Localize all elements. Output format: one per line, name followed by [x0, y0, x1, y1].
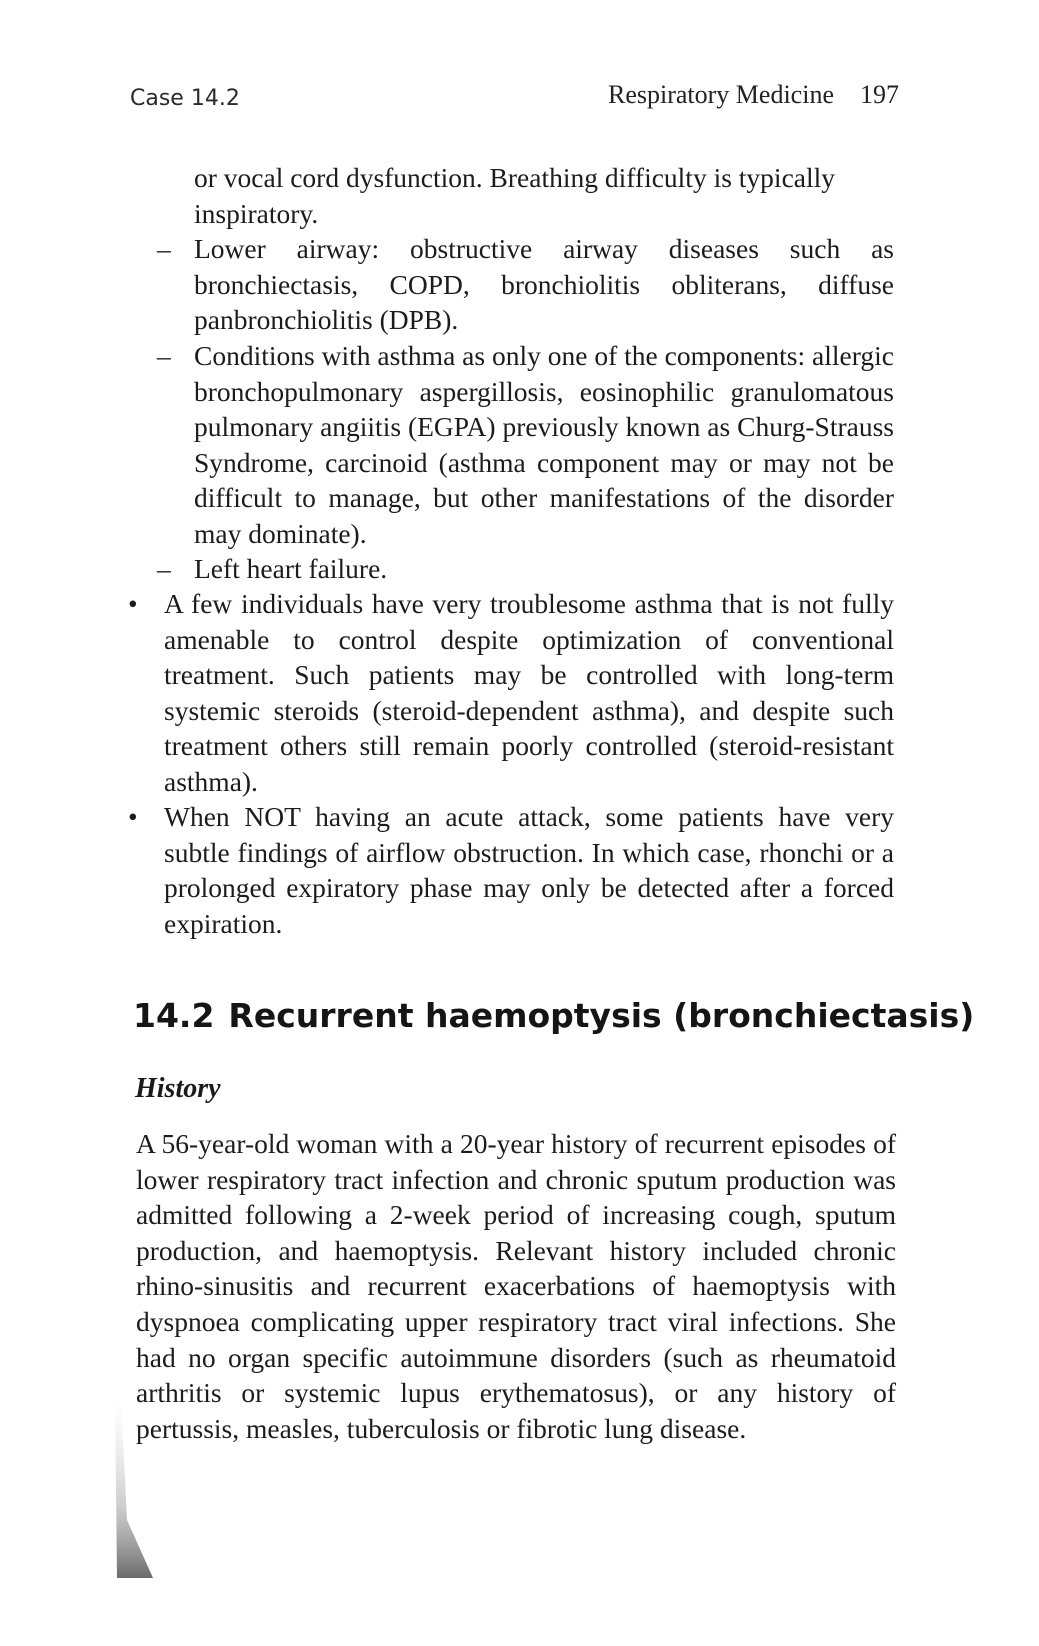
bullet-marker: •: [128, 801, 138, 832]
subsection-heading: History: [135, 1073, 221, 1104]
dash-marker: –: [157, 233, 171, 264]
list-item: [128, 799, 894, 941]
scan-edge-shadow: [113, 1400, 163, 1580]
section-number: 14.2: [133, 996, 215, 1035]
list-item-text: When NOT having an acute attack, some patients have very subtle findings of airflow obstruction. In which case, rhonchi or a prolonged expiratory phase may only be detected after a forced expiration.: [164, 801, 894, 939]
list-item-text: Lower airway: obstructive airway diseases such as bronchiectasis, COPD, bronchiolitis obliterans, diffuse panbronchiolitis (DPB).: [194, 233, 894, 336]
running-head: [130, 80, 899, 120]
list-item: [157, 338, 894, 552]
running-head-right: [608, 80, 899, 110]
continued-text: or vocal cord dysfunction. Breathing difficulty is typically inspiratory.: [194, 162, 836, 229]
list-item-text: A few individuals have very troublesome asthma that is not fully amenable to control despite optimization of conventional treatment. Such patients may be controlled with long-term systemic steroids (steroid-dependent asthma), and despite such treatment others still remain poorly controlled (steroid-resistant asthma).: [164, 588, 894, 797]
list-item: [157, 551, 894, 587]
list-item: [128, 586, 894, 800]
history-paragraph: A 56-year-old woman with a 20-year history of recurrent episodes of lower respiratory tract infection and chronic sputum production was admitted following a 2-week period of increasing cough, sputum production, and haemoptysis. Relevant history included chronic rhino-sinusitis and recurrent exacerbations of haemoptysis with dyspnoea complicating upper respiratory tract viral infections. She had no organ specific autoimmune disorders (such as rheumatoid arthritis or systemic lupus erythematosus), or any history of pertussis, measles, tuberculosis or fibrotic lung disease.: [136, 1128, 896, 1444]
case-label: Case 14.2: [130, 86, 240, 111]
bullet-marker: •: [128, 588, 138, 619]
page-number: 197: [860, 80, 899, 109]
dash-marker: –: [157, 553, 171, 584]
list-item-text: Left heart failure.: [194, 553, 388, 584]
list-item: [157, 231, 894, 338]
dash-marker: –: [157, 340, 171, 371]
section-heading: [133, 996, 975, 1035]
section-title-text: Recurrent haemoptysis (bronchiectasis): [228, 996, 975, 1035]
list-item-text: Conditions with asthma as only one of the components: allergic bronchopulmonary aspergillosis, eosinophilic granulomatous pulmonary angiitis (EGPA) previously known as Churg-Strauss Syndrome, carcinoid (asthma component may or may not be difficult to manage, but other manifestations of the disorder may dominate).: [194, 340, 894, 549]
section-title: Respiratory Medicine: [608, 80, 834, 109]
